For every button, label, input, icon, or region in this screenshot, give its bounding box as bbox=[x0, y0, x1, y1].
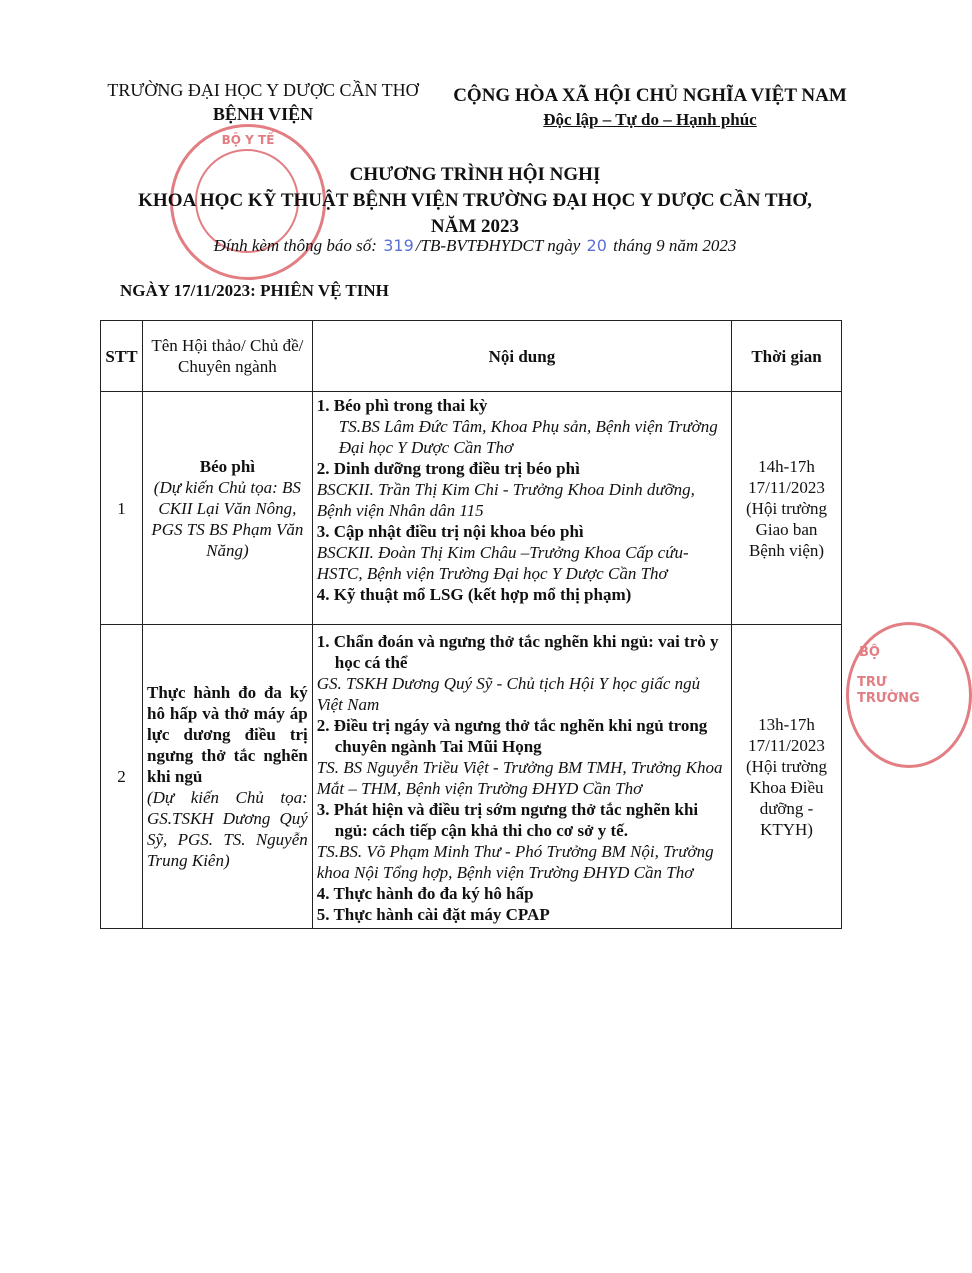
item-title: 2. Điều trị ngáy và ngưng thở tắc nghẽn khi ngủ trong chuyên ngành Tai Mũi Họng bbox=[316, 716, 708, 756]
item-speaker: GS. TSKH Dương Quý Sỹ - Chủ tịch Hội Y học giấc ngủ Việt Nam bbox=[316, 674, 701, 714]
item-speaker: BSCKII. Trần Thị Kim Chi - Trưởng Khoa Dinh dưỡng, Bệnh viện Nhân dân 115 bbox=[316, 480, 695, 520]
header-topic: Tên Hội thảo/ Chủ đề/ Chuyên ngành bbox=[142, 321, 312, 392]
table-header-row bbox=[101, 321, 842, 392]
list-item bbox=[317, 458, 727, 521]
national-heading bbox=[440, 84, 860, 132]
list-item bbox=[317, 904, 727, 925]
republic-name: CỘNG HÒA XÃ HỘI CHỦ NGHĨA VIỆT NAM bbox=[453, 85, 847, 106]
topic-name: Thực hành đo đa ký hô hấp và thở máy áp lực dương điều trị ngưng thở tắc nghẽn khi ngủ bbox=[146, 683, 308, 786]
row-topic bbox=[142, 625, 312, 929]
header-stt: STT bbox=[101, 321, 143, 392]
attachment-suffix: /TB-BVTĐHYDCT ngày bbox=[415, 236, 581, 255]
list-item bbox=[317, 395, 727, 458]
attachment-tail: tháng 9 năm 2023 bbox=[613, 236, 737, 255]
topic-name: Béo phì bbox=[199, 456, 256, 476]
item-speaker: TS.BS. Võ Phạm Minh Thư - Phó Trưởng BM Nội, Trưởng khoa Nội Tổng hợp, Bệnh viện Trường ĐHYD Cần Thơ bbox=[316, 842, 714, 882]
attachment-day: 20 bbox=[586, 236, 607, 255]
title-line-3: NĂM 2023 bbox=[430, 216, 520, 237]
page-edge-seal bbox=[846, 622, 972, 768]
header-time: Thời gian bbox=[732, 321, 842, 392]
row-content bbox=[312, 625, 731, 929]
attachment-note bbox=[60, 236, 890, 256]
university-name: TRƯỜNG ĐẠI HỌC Y DƯỢC CẦN THƠ bbox=[107, 80, 419, 100]
item-title: 4. Kỹ thuật mổ LSG (kết hợp mổ thị phạm) bbox=[316, 585, 632, 604]
title-line-1: CHƯƠNG TRÌNH HỘI NGHỊ bbox=[349, 164, 601, 185]
national-motto: Độc lập – Tự do – Hạnh phúc bbox=[543, 110, 757, 129]
seal-side-text: TRƯ TRƯỜNG bbox=[857, 675, 920, 706]
issuer-block bbox=[88, 78, 438, 126]
row-time: 13h-17h 17/11/2023 (Hội trường Khoa Điều dưỡng - KTYH) bbox=[732, 625, 842, 929]
program-table bbox=[100, 320, 842, 929]
table-row bbox=[101, 625, 842, 929]
item-title: 3. Phát hiện và điều trị sớm ngưng thở tắc nghẽn khi ngủ: cách tiếp cận khả thi cho cơ sở y tế. bbox=[316, 800, 699, 840]
table-row bbox=[101, 392, 842, 625]
seal-top-text: BỘ Y TẾ bbox=[221, 133, 275, 147]
header-content: Nội dung bbox=[312, 321, 731, 392]
item-title: 3. Cập nhật điều trị nội khoa béo phì bbox=[316, 522, 584, 541]
seal-side-top: BỘ bbox=[859, 645, 880, 660]
item-title: 1. Chẩn đoán và ngưng thở tắc nghẽn khi ngủ: vai trò y học cá thể bbox=[316, 632, 719, 672]
row-content bbox=[312, 392, 731, 625]
topic-chair: (Dự kiến Chủ tọa: BS CKII Lại Văn Nông, PGS TS BS Phạm Văn Năng) bbox=[151, 477, 304, 560]
title-line-2: KHOA HỌC KỸ THUẬT BỆNH VIỆN TRƯỜNG ĐẠI HỌC Y DƯỢC CẦN THƠ, bbox=[138, 190, 812, 211]
row-topic bbox=[142, 392, 312, 625]
item-title: 5. Thực hành cài đặt máy CPAP bbox=[316, 905, 550, 924]
list-item bbox=[317, 631, 727, 715]
item-title: 1. Béo phì trong thai kỳ bbox=[316, 396, 488, 415]
item-title: 2. Dinh dưỡng trong điều trị béo phì bbox=[316, 459, 580, 478]
attachment-number: 319 bbox=[383, 236, 414, 255]
attachment-prefix: Đính kèm thông báo số: bbox=[213, 236, 377, 255]
row-stt: 1 bbox=[101, 392, 143, 625]
list-item bbox=[317, 883, 727, 904]
session-heading: NGÀY 17/11/2023: PHIÊN VỆ TINH bbox=[120, 281, 389, 300]
item-speaker: TS.BS Lâm Đức Tâm, Khoa Phụ sản, Bệnh viện Trường Đại học Y Dược Cần Thơ bbox=[338, 417, 718, 457]
department-name: BỆNH VIỆN bbox=[212, 104, 314, 124]
item-title: 4. Thực hành đo đa ký hô hấp bbox=[316, 884, 534, 903]
row-time: 14h-17h 17/11/2023 (Hội trường Giao ban Bệnh viện) bbox=[732, 392, 842, 625]
list-item bbox=[317, 521, 727, 584]
topic-chair: (Dự kiến Chủ tọa: GS.TSKH Dương Quý Sỹ, PGS. TS. Nguyễn Trung Kiên) bbox=[146, 788, 308, 870]
item-speaker: BSCKII. Đoàn Thị Kim Châu –Trưởng Khoa Cấp cứu-HSTC, Bệnh viện Trường Đại học Y Dược Cần Thơ bbox=[316, 543, 689, 583]
list-item bbox=[317, 799, 727, 883]
row-stt: 2 bbox=[101, 625, 143, 929]
list-item bbox=[317, 584, 727, 621]
list-item bbox=[317, 715, 727, 799]
item-speaker: TS. BS Nguyễn Triều Việt - Trưởng BM TMH, Trưởng Khoa Mắt – THM, Bệnh viện Trường ĐHYD Cần Thơ bbox=[316, 758, 723, 798]
document-title bbox=[60, 162, 890, 240]
